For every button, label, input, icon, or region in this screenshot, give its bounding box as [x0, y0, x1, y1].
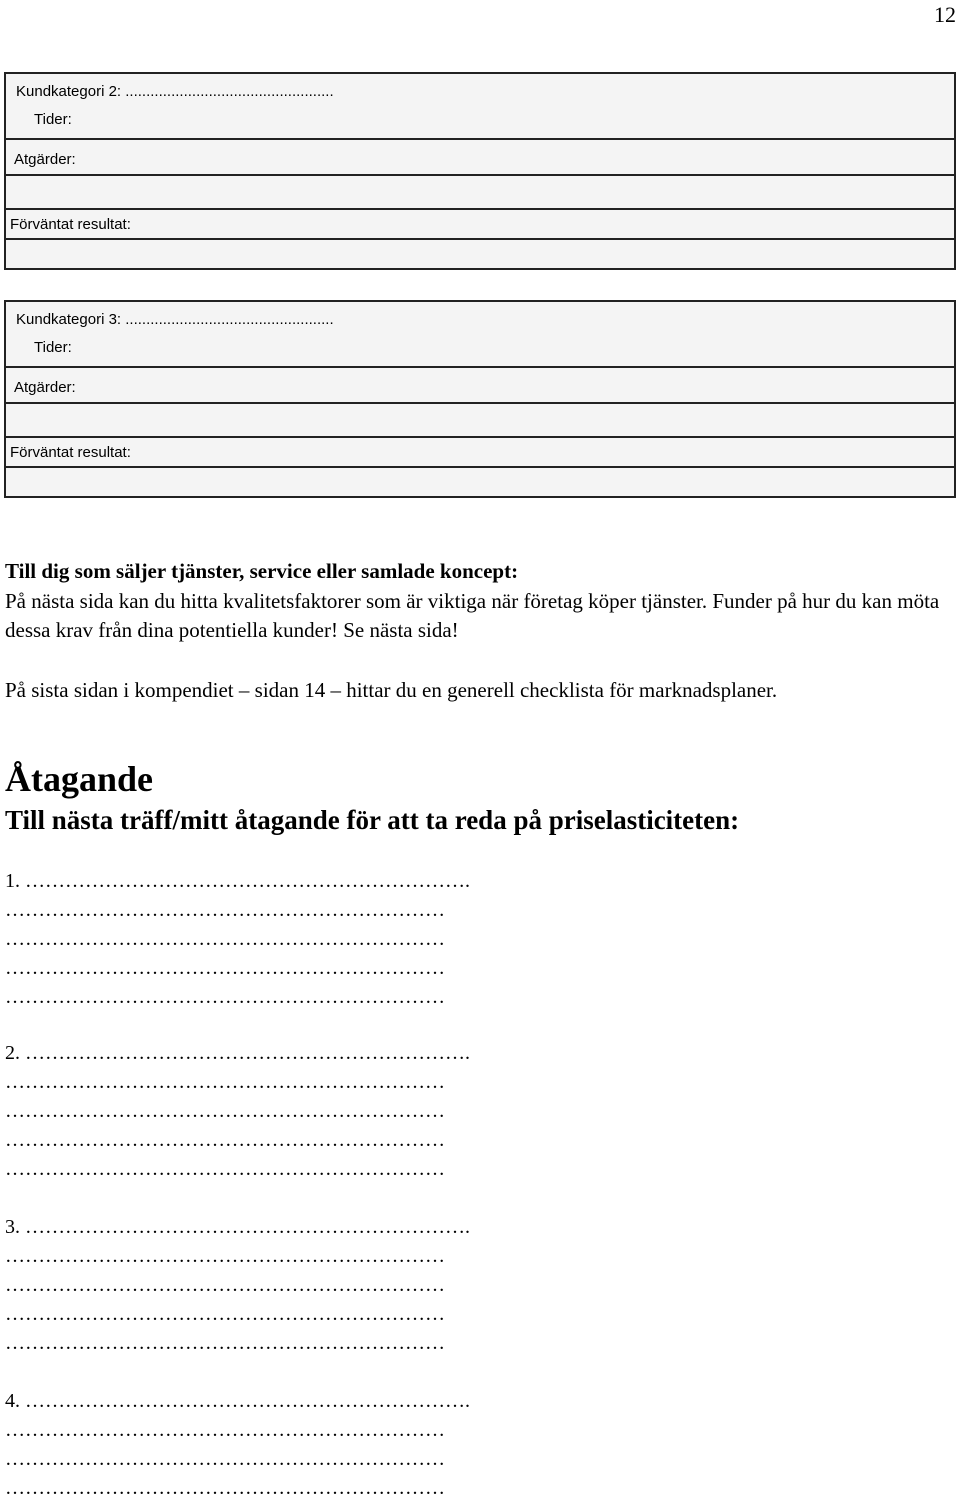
checklist-paragraph: På sista sidan i kompendiet – sidan 14 – hittar du en generell checklista för marknadsplaner.: [5, 678, 778, 702]
commitment-continuation-line[interactable]: …………………………………………………………: [5, 1419, 445, 1441]
commitment-subtitle: Till nästa träff/mitt åtagande för att ta reda på priselasticiteten:: [5, 805, 740, 835]
commitment-continuation-line[interactable]: …………………………………………………………: [5, 1303, 445, 1325]
commitment-continuation-line[interactable]: …………………………………………………………: [5, 1158, 445, 1180]
customer-category-2-form: [4, 72, 956, 270]
commitment-title: Åtagande: [5, 759, 154, 799]
commitment-continuation-line[interactable]: …………………………………………………………: [5, 1129, 445, 1151]
category-header-row[interactable]: [6, 302, 954, 368]
commitment-continuation-line[interactable]: …………………………………………………………: [5, 1332, 445, 1354]
customer-category-3-form: [4, 300, 956, 498]
atgarder-row[interactable]: [6, 140, 954, 176]
commitment-continuation-line[interactable]: …………………………………………………………: [5, 1274, 445, 1296]
commitment-continuation-line[interactable]: …………………………………………………………: [5, 928, 445, 950]
page-number: 12: [934, 2, 956, 27]
commitment-continuation-line[interactable]: …………………………………………………………: [5, 899, 445, 921]
commitment-continuation-line[interactable]: …………………………………………………………: [5, 1448, 445, 1470]
commitment-continuation-line[interactable]: …………………………………………………………: [5, 986, 445, 1008]
atgarder-input-row[interactable]: [6, 176, 954, 210]
atgarder-label: Atgärder:: [14, 151, 76, 168]
commitment-continuation-line[interactable]: …………………………………………………………: [5, 1245, 445, 1267]
commitment-continuation-line[interactable]: …………………………………………………………: [5, 1071, 445, 1093]
commitment-continuation-line[interactable]: …………………………………………………………: [5, 1477, 445, 1499]
category-header-row[interactable]: [6, 74, 954, 140]
tider-label: Tider:: [34, 111, 72, 128]
category-label: Kundkategori 2: ..................................................: [16, 83, 334, 100]
commitment-continuation-line[interactable]: …………………………………………………………: [5, 1100, 445, 1122]
resultat-input-row[interactable]: [6, 468, 954, 496]
category-label: Kundkategori 3: ..................................................: [16, 311, 334, 328]
resultat-row[interactable]: [6, 210, 954, 240]
commitment-line-1[interactable]: 1. ………………………………………………………….: [5, 870, 470, 892]
atgarder-label: Atgärder:: [14, 379, 76, 396]
services-heading: Till dig som säljer tjänster, service eller samlade koncept:: [5, 559, 519, 583]
commitment-line-4[interactable]: 4. ………………………………………………………….: [5, 1390, 470, 1412]
resultat-row[interactable]: [6, 438, 954, 468]
resultat-label: Förväntat resultat:: [10, 216, 131, 233]
commitment-continuation-line[interactable]: …………………………………………………………: [5, 957, 445, 979]
resultat-input-row[interactable]: [6, 240, 954, 268]
services-paragraph: På nästa sida kan du hitta kvalitetsfaktorer som är viktiga när företag köper tjänster. Funder på hur du kan möta dessa krav från dina potentiella kunder! Se nästa sida!: [5, 589, 940, 642]
commitment-line-2[interactable]: 2. ………………………………………………………….: [5, 1042, 470, 1064]
commitment-line-3[interactable]: 3. ………………………………………………………….: [5, 1216, 470, 1238]
atgarder-input-row[interactable]: [6, 404, 954, 438]
atgarder-row[interactable]: [6, 368, 954, 404]
tider-label: Tider:: [34, 339, 72, 356]
resultat-label: Förväntat resultat:: [10, 444, 131, 461]
